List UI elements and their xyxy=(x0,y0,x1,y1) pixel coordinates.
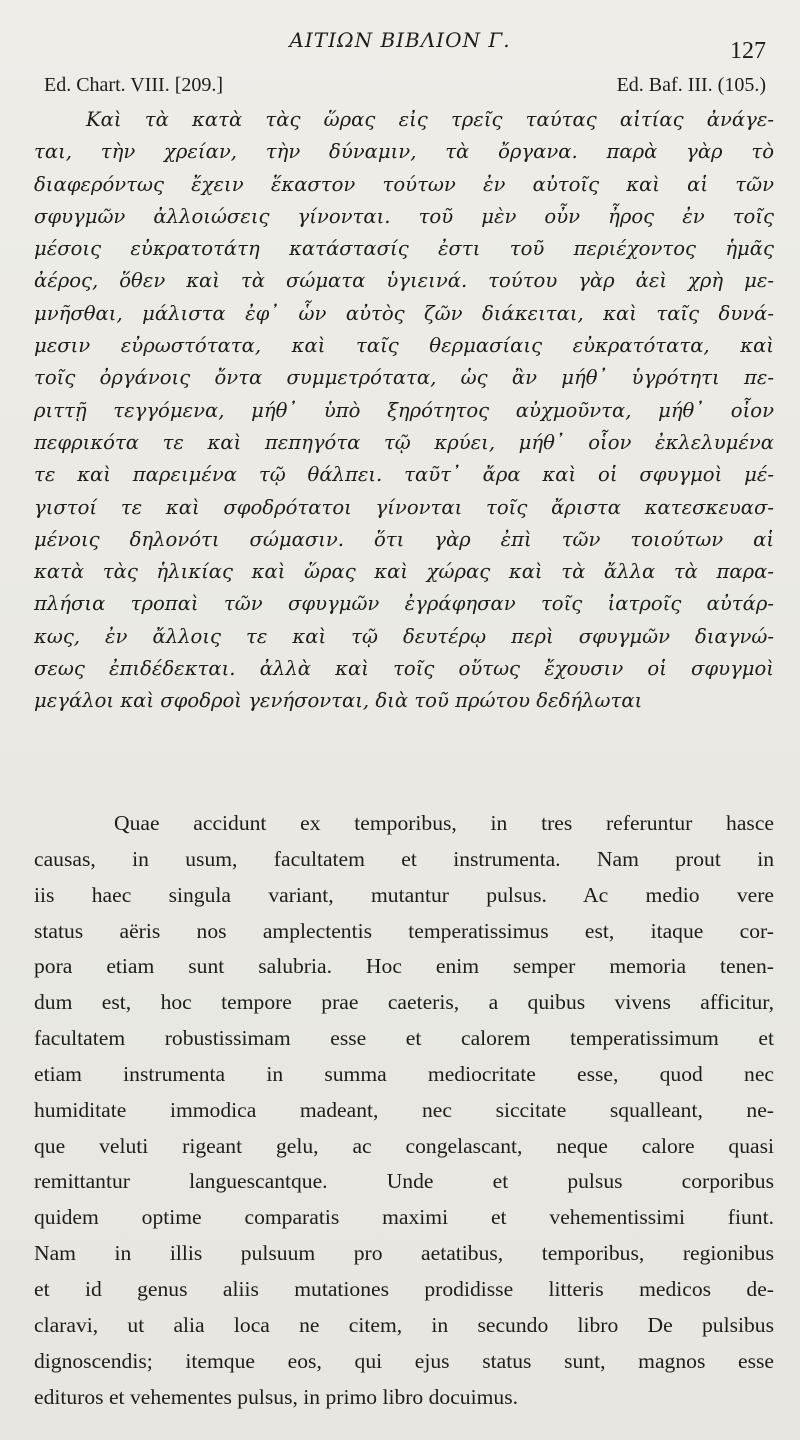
latin-text-block xyxy=(34,806,774,1415)
latin-line: claravi, ut alia loca ne citem, in secundo libro De pulsibus xyxy=(34,1312,774,1337)
latin-line: iis haec singula variant, mutantur pulsus. Ac medio vere xyxy=(34,882,774,907)
latin-line: remittantur languescantque. Unde et pulsus corporibus xyxy=(34,1169,774,1194)
greek-line: σεως ἐπιδέδεκται. ἀλλὰ καὶ τοῖς οὕτως ἔχουσιν οἱ σφυγμοὶ xyxy=(34,657,774,681)
greek-line: μένοις δηλονότι σώμασιν. ὅτι γὰρ ἐπὶ τῶν τοιούτων αἱ xyxy=(34,527,774,551)
greek-line: κως, ἐν ἄλλοις τε καὶ τῷ δευτέρῳ περὶ σφυγμῶν διαγνώ- xyxy=(34,624,774,648)
latin-line: dignoscendis; itemque eos, qui ejus status sunt, magnos esse xyxy=(34,1348,774,1373)
greek-line: τοῖς ὀργάνοις ὄντα συμμετρότατα, ὡς ἂν μήθ᾽ ὑγρότητι πε- xyxy=(34,366,774,390)
latin-line: Quae accidunt ex temporibus, in tres referuntur hasce xyxy=(114,811,774,835)
greek-text-block xyxy=(34,104,774,718)
edition-reference-right: Ed. Baf. III. (105.) xyxy=(616,74,766,96)
greek-line: κατὰ τὰς ἡλικίας καὶ ὥρας καὶ χώρας καὶ τὰ ἄλλα τὰ παρα- xyxy=(34,560,774,584)
greek-line: ται, τὴν χρείαν, τὴν δύναμιν, τὰ ὄργανα. παρὰ γὰρ τὸ xyxy=(34,140,774,164)
latin-line: etiam instrumenta in summa mediocritate esse, quod nec xyxy=(34,1061,774,1086)
greek-line: τε καὶ παρειμένα τῷ θάλπει. ταῦτ᾽ ἄρα καὶ οἱ σφυγμοὶ μέ- xyxy=(34,463,774,487)
greek-line: διαφερόντως ἔχειν ἕκαστον τούτων ἐν αὐτοῖς καὶ αἱ τῶν xyxy=(34,172,774,196)
latin-line: dum est, hoc tempore prae caeteris, a quibus vivens afficitur, xyxy=(34,990,774,1015)
greek-line: σφυγμῶν ἀλλοιώσεις γίνονται. τοῦ μὲν οὖν ἦρος ἐν τοῖς xyxy=(34,204,774,228)
greek-line: πεφρικότα τε καὶ πεπηγότα τῷ κρύει, μήθ᾽ οἷον ἐκλελυμένα xyxy=(34,430,774,454)
greek-line: ριττῇ τεγγόμενα, μήθ᾽ ὑπὸ ξηρότητος αὐχμοῦντα, μήθ᾽ οἷον xyxy=(34,398,774,422)
greek-line: ἀέρος, ὅθεν καὶ τὰ σώματα ὑγιεινά. τούτου γὰρ ἀεὶ χρὴ με- xyxy=(34,269,774,293)
latin-line: facultatem robustissimam esse et calorem temperatissimum et xyxy=(34,1026,774,1051)
greek-line: Καὶ τὰ κατὰ τὰς ὥρας εἰς τρεῖς ταύτας αἰτίας ἀνάγε- xyxy=(86,108,774,131)
latin-line: edituros et vehementes pulsus, in primo libro docuimus. xyxy=(34,1384,518,1409)
greek-line: μεσιν εὐρωστότατα, καὶ ταῖς θερμασίαις εὐκρατότατα, καὶ xyxy=(34,334,774,358)
running-title: ΑΙΤΙΩΝ ΒΙΒΛΙΟΝ Γ. xyxy=(289,28,511,52)
edition-reference-left: Ed. Chart. VIII. [209.] xyxy=(44,74,224,96)
latin-line: et id genus aliis mutationes prodidisse litteris medicos de- xyxy=(34,1276,774,1301)
latin-line: humiditate immodica madeant, nec siccitate squalleant, ne- xyxy=(34,1097,774,1122)
greek-line: πλήσια τροπαὶ τῶν σφυγμῶν ἐγράφησαν τοῖς ἰατροῖς αὐτάρ- xyxy=(34,592,774,616)
greek-line: μεγάλοι καὶ σφοδροὶ γενήσονται, διὰ τοῦ πρώτου δεδήλωται xyxy=(34,689,643,713)
latin-line: quidem optime comparatis maximi et vehementissimi fiunt. xyxy=(34,1205,774,1230)
greek-line: γιστοί τε καὶ σφοδρότατοι γίνονται τοῖς ἄριστα κατεσκευασ- xyxy=(34,495,774,519)
greek-line: μνῆσθαι, μάλιστα ἐφ᾽ ὧν αὐτὸς ζῶν διάκειται, καὶ ταῖς δυνά- xyxy=(34,301,774,325)
latin-line: pora etiam sunt salubria. Hoc enim semper memoria tenen- xyxy=(34,954,774,979)
latin-line: que veluti rigeant gelu, ac congelascant, neque calore quasi xyxy=(34,1133,774,1158)
greek-line: μέσοις εὐκρατοτάτη κατάστασίς ἐστι τοῦ περιέχοντος ἡμᾶς xyxy=(34,237,774,261)
latin-line: causas, in usum, facultatem et instrumenta. Nam prout in xyxy=(34,846,774,871)
latin-line: status aëris nos amplectentis temperatissimus est, itaque cor- xyxy=(34,918,774,943)
edition-references xyxy=(44,74,766,102)
latin-line: Nam in illis pulsuum pro aetatibus, temporibus, regionibus xyxy=(34,1241,774,1266)
page-number: 127 xyxy=(730,38,766,64)
